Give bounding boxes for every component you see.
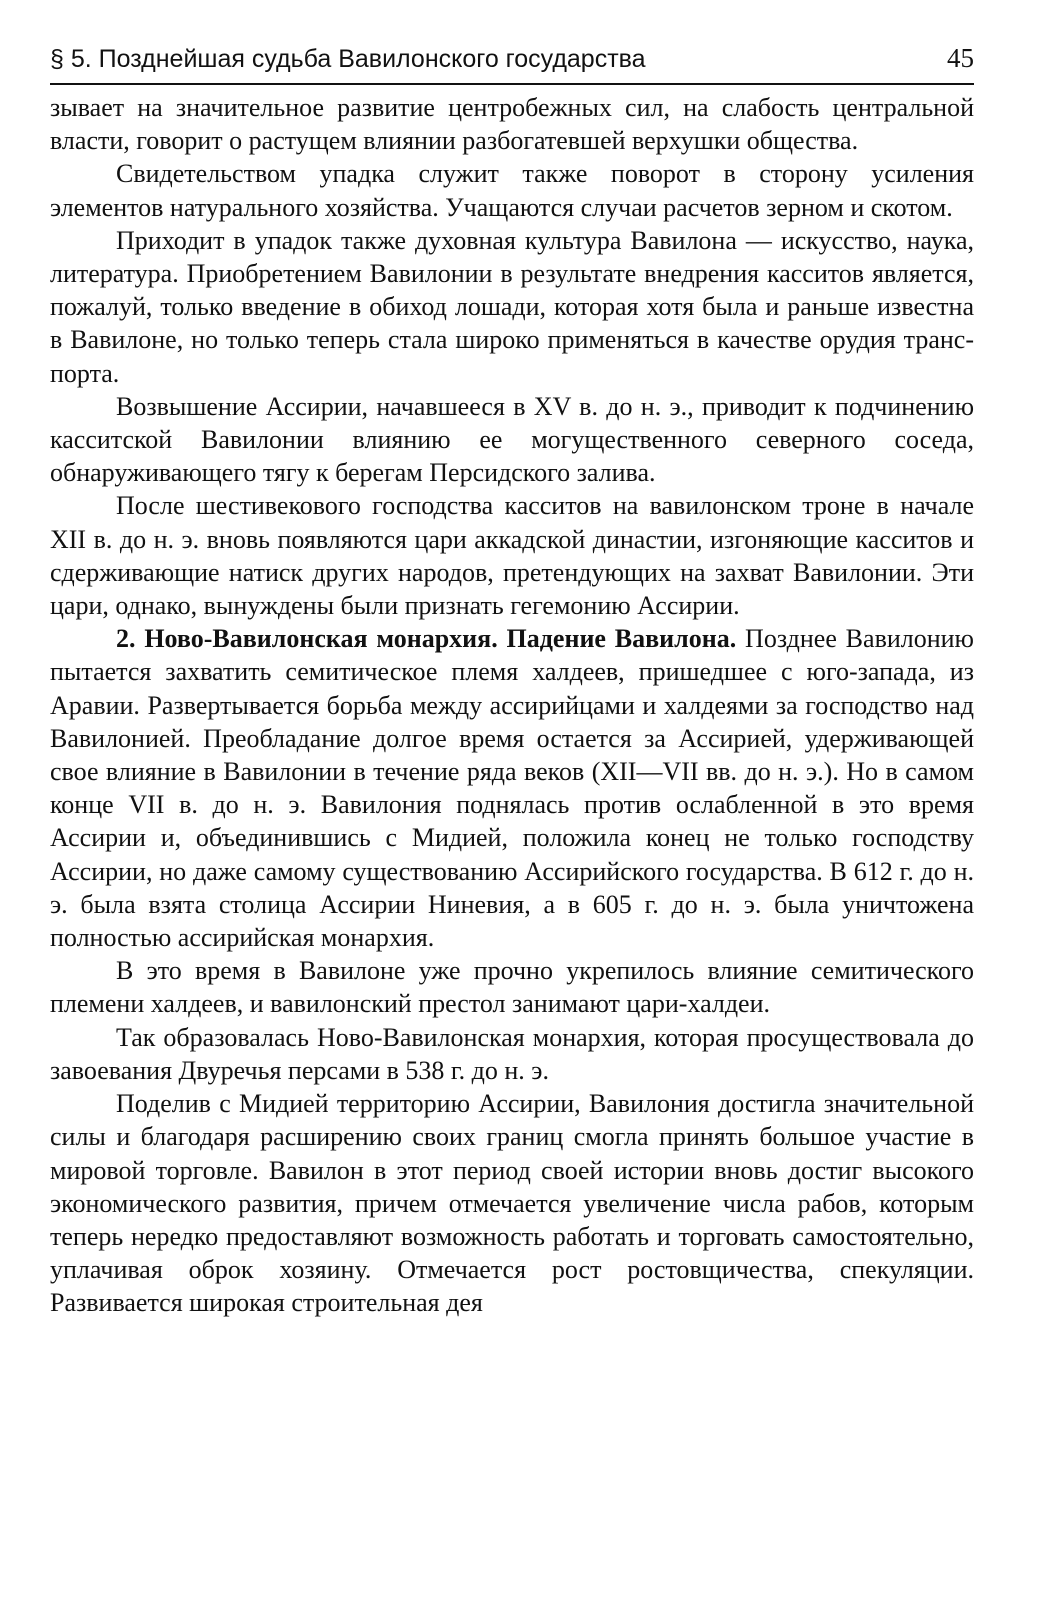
paragraph-5-text: Позднее Вавилонию пытается захватить семитическое племя халдеев, пришедшее с юго-запада, из Аравии. Развертывается борьба между ассирийцами и халдеями за господство над Вавилонией. Преобладание долгое время остается за Ассирией, удерживающей свое влияние в Вавилонии в течение ряда веков (XII—VII вв. до н. э.). Но в самом конце VII в. до н. э. Вавилония поднялась против ослабленной в это время Ассирии и, объединившись с Мидией, положила конец не только господству Ассирии, но даже самому существованию Ассирийского государства. В 612 г. до н. э. была взята столица Ассирии Ниневия, а в 605 г. до н. э. была уничтожена полностью ассирийская монархия. [50, 624, 974, 953]
page-number: 45 [947, 43, 974, 73]
paragraph-7: Так образовалась Ново-Вавилонская монархия, которая просуществовала до завоевания Двуречья персами в 538 г. до н. э. [50, 1022, 974, 1085]
body-text [50, 91, 974, 1320]
section-title: § 5. Позднейшая судьба Вавилонского государства [50, 45, 646, 73]
paragraph-0: зывает на значительное развитие центробежных сил, на слабость центральной власти, говорит о растущем влиянии разбогатевшей верхушки общества. [50, 93, 974, 156]
section-heading: 2. Ново-Вавилонская монархия. Падение Вавилона. [116, 624, 737, 654]
paragraph-4: После шестивекового господства касситов на вавилонском троне в начале XII в. до н. э. вновь появляются цари аккадской династии, изгоняющие касситов и сдерживающие натиск других народов, претендующих на захват Вавилонии. Эти цари, однако, вынуждены были признать гегемонию Ассирии. [50, 491, 974, 621]
book-page [50, 38, 974, 1320]
paragraph-8: Поделив с Мидией территорию Ассирии, Вавилония достигла значительной силы и благодаря расширению своих границ смогла принять большое участие в мировой торговле. Вавилон в этот период своей истории вновь достиг высокого экономического развития, причем отмечается увеличение числа рабов, которым теперь нередко предоставляют возможность работать и торговать самостоятельно, уплачивая оброк хозяину. Отмечается рост ростовщичества, спекуляции. Развивается широкая строительная дея [50, 1089, 974, 1318]
paragraph-5 [50, 622, 974, 954]
paragraph-1: Свидетельством упадка служит также поворот в сторону усиления элементов натурального хозяйства. Учащаются случаи расчетов зерном и скотом. [50, 159, 974, 222]
paragraph-6: В это время в Вавилоне уже прочно укрепилось влияние семитического племени халдеев, и вавилонский престол занимают цари-халдеи. [50, 956, 974, 1019]
running-head [50, 38, 974, 85]
paragraph-3: Возвышение Ассирии, начавшееся в XV в. до н. э., приводит к подчинению касситской Вавилонии влиянию ее могущественного северного соседа, обнаруживающего тягу к берегам Персидского залива. [50, 391, 974, 488]
paragraph-2: Приходит в упадок также духовная культура Вавилона — искусство, наука, литература. Приобретением Вавилонии в результате внедрения касситов является, пожалуй, только введение в обиход лошади, которая хотя была и раньше известна в Вавилоне, но только теперь стала широко применяться в качестве орудия транспорта. [50, 225, 974, 388]
